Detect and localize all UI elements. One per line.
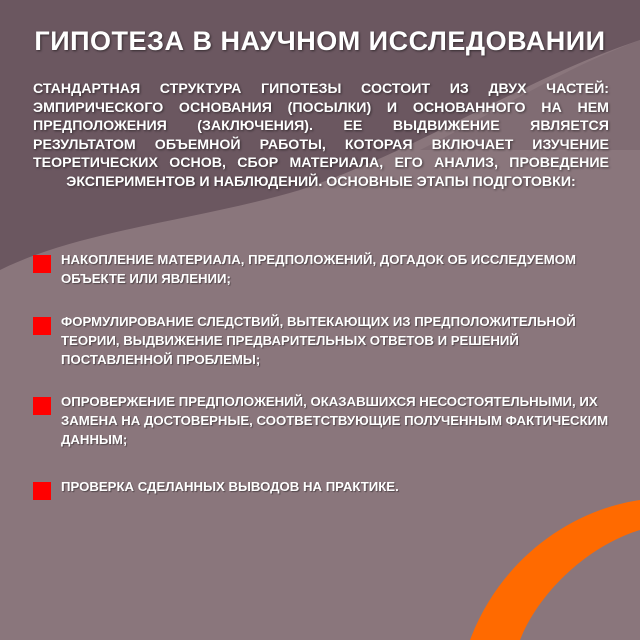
page-title: ГИПОТЕЗА В НАУЧНОМ ИССЛЕДОВАНИИ [34,26,606,56]
intro-text: СТАНДАРТНАЯ СТРУКТУРА ГИПОТЕЗЫ СОСТОИТ ИЗ ДВУХ ЧАСТЕЙ: ЭМПИРИЧЕСКОГО ОСНОВАНИЯ (ПОСЫЛКИ) И ОСНОВАННОГО НА НЕМ ПРЕДПОЛОЖЕНИЯ (ЗАКЛЮЧЕНИЯ). ЕЕ ВЫДВИЖЕНИЕ ЯВЛЯЕТСЯ РЕЗУЛЬТАТОМ ОБЪЕМНОЙ РАБОТЫ, КОТОРАЯ ВКЛЮЧАЕТ ИЗУЧЕНИЕ ТЕОРЕТИЧЕСКИХ ОСНОВ, СБОР МАТЕРИАЛА, ЕГО АНАЛИЗ, ПРОВЕДЕНИЕ ЭКСПЕРИМЕНТОВ И НАБЛЮДЕНИЙ. ОСНОВНЫЕ ЭТАПЫ ПОДГОТОВКИ: [33,81,609,190]
step-text: ОПРОВЕРЖЕНИЕ ПРЕДПОЛОЖЕНИЙ, ОКАЗАВШИХСЯ НЕСОСТОЯТЕЛЬНЫМИ, ИХ ЗАМЕНА НА ДОСТОВЕРНЫЕ, СООТВЕТСТВУЮЩИЕ ПОЛУЧЕННЫМ ФАКТИЧЕСКИМ ДАННЫМ; [61,394,609,447]
step-text: НАКОПЛЕНИЕ МАТЕРИАЛА, ПРЕДПОЛОЖЕНИЙ, ДОГАДОК ОБ ИССЛЕДУЕМОМ ОБЪЕКТЕ ИЛИ ЯВЛЕНИИ; [61,252,576,286]
list-item [33,250,640,288]
steps-list [33,250,623,496]
list-item [33,392,636,449]
step-text: ФОРМУЛИРОВАНИЕ СЛЕДСТВИЙ, ВЫТЕКАЮЩИХ ИЗ ПРЕДПОЛОЖИТЕЛЬНОЙ ТЕОРИИ, ВЫДВИЖЕНИЕ ПРЕДВАРИТЕЛЬНЫХ ОТВЕТОВ И РЕШЕНИЙ ПОСТАВЛЕННОЙ ПРОБЛЕМЫ; [61,314,576,367]
square-bullet-icon [33,482,51,500]
square-bullet-icon [33,397,51,415]
list-item [33,477,623,496]
step-text: ПРОВЕРКА СДЕЛАННЫХ ВЫВОДОВ НА ПРАКТИКЕ. [61,479,399,494]
list-item [33,312,623,369]
square-bullet-icon [33,317,51,335]
square-bullet-icon [33,255,51,273]
